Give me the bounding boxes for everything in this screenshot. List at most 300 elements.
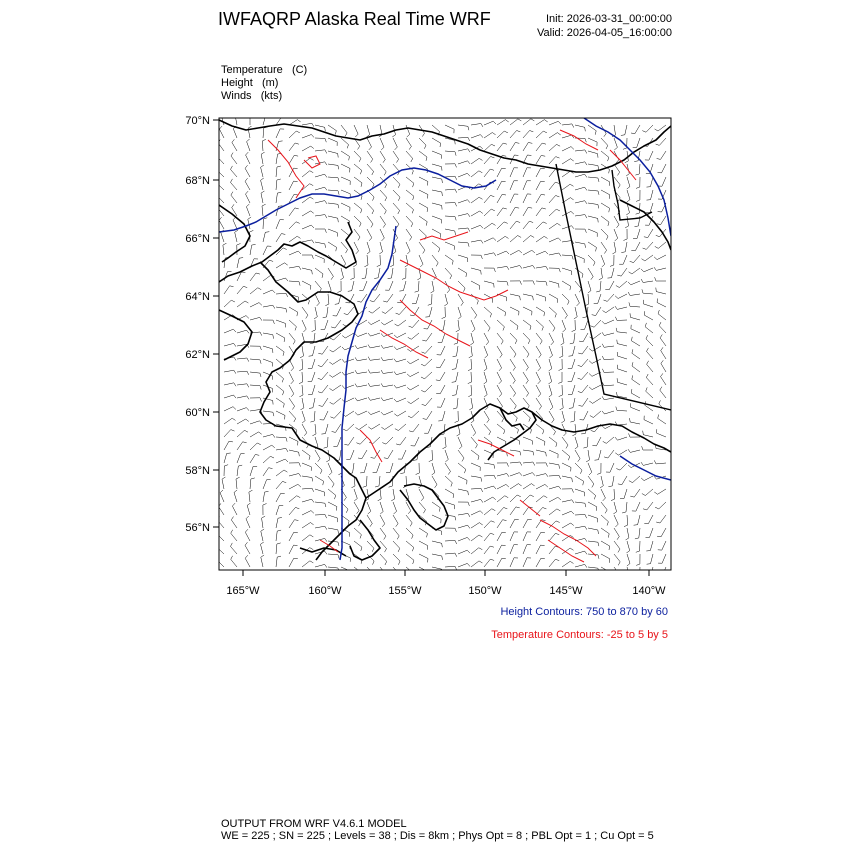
wind-barb — [445, 242, 454, 246]
wind-barb-flag — [479, 158, 482, 160]
wind-barb-flag — [338, 154, 339, 158]
wind-barb-flag — [602, 321, 605, 324]
wind-barb — [276, 220, 280, 229]
wind-barb-flag — [273, 320, 274, 324]
wind-barb — [302, 424, 307, 433]
wind-barb — [224, 343, 234, 346]
wind-barb — [609, 281, 614, 290]
wind-barb-flag — [407, 134, 410, 137]
wind-barb-flag — [585, 526, 587, 529]
wind-barb-flag — [282, 379, 283, 383]
wind-barb — [263, 333, 273, 335]
wind-barb-flag — [355, 412, 358, 415]
wind-barb-flag — [310, 561, 313, 563]
wind-barb — [562, 307, 567, 315]
wind-barb-flag — [468, 491, 469, 495]
wind-barb — [644, 476, 653, 481]
wind-barb-flag — [634, 525, 638, 526]
wind-barb-flag — [396, 524, 398, 527]
wind-barb — [220, 493, 224, 502]
wind-barb — [289, 155, 294, 164]
wind-barb — [523, 266, 533, 269]
wind-barb — [302, 463, 311, 467]
wind-barb — [575, 162, 585, 164]
wind-barb-flag — [272, 290, 275, 293]
wind-barb — [497, 208, 503, 216]
wind-barb-flag — [221, 113, 224, 115]
wind-barb-flag — [517, 131, 521, 132]
wind-barb — [651, 190, 654, 200]
wind-barb — [510, 346, 516, 354]
wind-barb — [497, 520, 503, 528]
wind-barb — [639, 164, 640, 174]
wind-barb — [637, 138, 640, 147]
wind-barb-flag — [654, 267, 656, 270]
wind-barb-flag — [539, 355, 541, 358]
wind-barb — [562, 437, 568, 445]
wind-barb — [410, 385, 419, 390]
wind-barb-flag — [617, 225, 620, 228]
wind-barb — [645, 489, 653, 496]
wind-barb — [458, 563, 467, 567]
field-height-unit: (m) — [261, 77, 279, 89]
wind-barb — [231, 182, 238, 190]
wind-barb — [245, 558, 250, 567]
wind-barb-flag — [354, 499, 357, 502]
wind-barb — [358, 411, 367, 415]
wind-barb — [484, 144, 491, 151]
wind-barb — [345, 398, 354, 402]
wind-barb — [536, 307, 545, 312]
wind-barb — [263, 492, 265, 502]
wind-barb-flag — [616, 328, 617, 332]
wind-barb — [276, 372, 284, 379]
wind-barb-flag — [291, 368, 294, 371]
wind-barb — [661, 363, 666, 372]
wind-barb-flag — [442, 556, 443, 560]
wind-barb-flag — [555, 559, 559, 560]
wind-barb-flag — [589, 387, 592, 390]
wind-barb — [315, 307, 317, 317]
wind-barb-flag — [555, 314, 556, 318]
wind-barb — [250, 359, 260, 360]
wind-barb — [302, 499, 312, 502]
wind-barb-flag — [490, 169, 494, 170]
wind-barb-flag — [361, 547, 362, 551]
wind-barb — [250, 467, 253, 477]
wind-barb — [302, 488, 312, 489]
wind-barb-flag — [338, 178, 339, 182]
wind-barb-flag — [543, 222, 547, 224]
wind-barb — [599, 450, 602, 460]
wind-barb — [341, 125, 347, 133]
wind-barb — [575, 463, 582, 470]
wind-barb — [646, 378, 653, 386]
wind-barb — [510, 507, 516, 515]
wind-barb — [484, 486, 494, 489]
wind-barb-flag — [605, 510, 607, 513]
wind-barb — [581, 372, 588, 380]
wind-barb — [397, 333, 406, 338]
wind-barb-flag — [286, 293, 288, 297]
wind-barb — [262, 141, 263, 151]
wind-barb — [406, 216, 413, 223]
wind-barb-flag — [303, 329, 306, 332]
wind-barb-flag — [558, 121, 561, 124]
wind-barb — [458, 228, 468, 229]
wind-barb — [536, 496, 544, 502]
wind-barb — [289, 398, 295, 406]
wind-barb — [497, 181, 502, 190]
wind-barb — [536, 372, 540, 381]
wind-barb-flag — [533, 451, 534, 455]
wind-barb-flag — [231, 430, 235, 432]
wind-barb-flag — [413, 573, 414, 577]
wind-barb-flag — [602, 264, 605, 267]
wind-barb — [428, 424, 432, 433]
wind-barb — [445, 450, 448, 459]
wind-barb-flag — [294, 194, 298, 195]
wind-barb-flag — [310, 184, 314, 186]
wind-barb — [614, 528, 619, 537]
wind-barb — [657, 255, 666, 260]
wind-barb-flag — [551, 342, 554, 345]
wind-barb-flag — [618, 484, 622, 485]
wind-barb — [425, 385, 432, 392]
wind-barb — [276, 234, 281, 242]
wind-barb-flag — [312, 488, 314, 492]
wind-barb-flag — [519, 250, 522, 253]
wind-barb-flag — [233, 407, 236, 410]
wind-barb — [658, 242, 666, 248]
wind-barb-flag — [259, 303, 262, 306]
wind-barb-flag — [246, 152, 249, 155]
wind-barb — [575, 294, 579, 303]
wind-barb — [247, 142, 250, 151]
wind-barb-flag — [481, 240, 483, 243]
wind-barb — [510, 181, 514, 190]
wind-barb-flag — [585, 551, 587, 554]
wind-barb-flag — [481, 255, 482, 259]
wind-barb-flag — [468, 149, 470, 152]
wind-barb-flag — [246, 516, 249, 519]
wind-barb — [412, 320, 419, 328]
wind-barb-flag — [342, 336, 345, 339]
wind-barb — [612, 476, 614, 486]
wind-barb-flag — [656, 288, 657, 292]
wind-barb — [393, 528, 399, 536]
wind-barb-flag — [440, 234, 441, 238]
wind-barb — [510, 385, 516, 393]
wind-barb-flag — [442, 543, 443, 547]
wind-barb — [510, 236, 518, 243]
wind-barb-flag — [299, 369, 303, 371]
wind-barb-flag — [555, 182, 559, 183]
wind-barb-flag — [262, 139, 266, 141]
wind-barb — [549, 346, 553, 355]
wind-barb — [484, 450, 493, 454]
wind-barb — [393, 502, 397, 511]
wind-barb — [237, 442, 243, 450]
wind-barb-flag — [568, 301, 570, 305]
wind-barb — [588, 554, 598, 555]
wind-barb-flag — [256, 273, 260, 274]
wind-barb — [497, 346, 502, 355]
wind-barb — [232, 506, 237, 515]
wind-barb-flag — [629, 302, 630, 306]
wind-barb-flag — [311, 511, 314, 514]
wind-barb — [250, 421, 260, 424]
wind-barb-flag — [556, 196, 560, 197]
wind-barb-flag — [325, 215, 327, 219]
wind-barb-flag — [589, 472, 592, 475]
wind-barb-flag — [412, 547, 413, 551]
wind-barb-flag — [385, 197, 387, 201]
wind-barb-flag — [596, 507, 597, 511]
wind-barb — [593, 398, 601, 403]
wind-barb — [328, 567, 338, 568]
wind-barb-flag — [356, 427, 359, 429]
wind-barb-flag — [331, 276, 333, 279]
wind-barb-flag — [325, 515, 327, 519]
wind-barb — [263, 232, 265, 242]
wind-barb — [354, 151, 361, 158]
wind-barb — [289, 450, 299, 452]
wind-barb — [224, 395, 234, 398]
wind-barb-flag — [659, 400, 661, 404]
wind-barb-flag — [457, 434, 460, 436]
wind-barb-flag — [516, 507, 520, 508]
wind-barb — [484, 424, 491, 432]
wind-barb — [276, 263, 285, 268]
wind-barb — [367, 515, 372, 524]
wind-barb-flag — [518, 236, 522, 238]
wind-barb-flag — [283, 248, 287, 250]
wind-barb-flag — [589, 361, 592, 364]
wind-barb — [523, 473, 532, 476]
wind-barb — [315, 187, 325, 190]
wind-barb — [250, 455, 255, 464]
wind-barb-flag — [368, 397, 370, 400]
wind-barb — [350, 450, 354, 459]
wind-barb-flag — [657, 536, 661, 537]
wind-barb-flag — [578, 353, 582, 354]
wind-barb-flag — [593, 262, 595, 266]
wind-barb-flag — [570, 421, 574, 422]
wind-barb-flag — [609, 546, 610, 550]
wind-barb-flag — [409, 326, 413, 327]
wind-barb — [237, 430, 245, 437]
wind-barb — [549, 497, 558, 502]
wind-barb-flag — [347, 145, 348, 149]
wind-barb — [643, 281, 653, 283]
wind-barb-flag — [480, 135, 483, 138]
wind-barb-flag — [310, 548, 314, 550]
wind-barb — [419, 528, 427, 533]
wind-barb — [458, 525, 468, 528]
wind-barb — [276, 481, 283, 489]
wind-barb — [523, 194, 527, 203]
wind-barb-flag — [247, 396, 249, 399]
wind-barb-flag — [455, 152, 456, 156]
wind-barb — [643, 435, 653, 437]
wind-barb — [562, 226, 572, 229]
wind-barb-flag — [325, 127, 326, 131]
wind-barb-flag — [329, 388, 332, 390]
wind-barb — [372, 307, 380, 313]
wind-barb — [406, 541, 414, 547]
wind-barb-flag — [585, 215, 587, 219]
wind-barb — [393, 515, 398, 524]
wind-barb — [432, 125, 440, 132]
wind-barb-flag — [634, 161, 638, 162]
wind-barb — [380, 567, 387, 575]
wind-barb — [372, 424, 381, 429]
wind-barb-flag — [635, 174, 639, 175]
wind-barb — [276, 459, 285, 463]
wind-barb — [458, 489, 468, 491]
wind-barb — [378, 268, 380, 278]
wind-barb — [432, 229, 441, 234]
wind-barb-flag — [572, 124, 574, 128]
wind-barb — [442, 333, 445, 343]
lon-label-150: 150°W — [468, 585, 502, 597]
wind-barb — [575, 551, 585, 554]
wind-barb — [575, 489, 585, 492]
wind-barb-flag — [335, 495, 336, 499]
wind-barb — [432, 151, 441, 155]
lon-label-160: 160°W — [308, 585, 342, 597]
wind-barb-flag — [318, 392, 322, 393]
wind-barb — [584, 411, 589, 420]
wind-barb-flag — [394, 414, 397, 416]
wind-barb — [328, 502, 337, 507]
wind-barb — [536, 333, 542, 341]
wind-barb — [325, 424, 328, 434]
wind-barb-flag — [643, 509, 647, 510]
wind-barb-flag — [299, 474, 301, 477]
wind-barb — [367, 125, 370, 135]
wind-barb — [458, 200, 467, 203]
wind-barb — [367, 502, 371, 511]
wind-barb — [371, 320, 380, 325]
wind-barb — [614, 567, 620, 575]
wind-barb — [231, 156, 237, 164]
wind-barb-flag — [617, 275, 621, 276]
wind-barb — [497, 131, 504, 138]
wind-barb-flag — [519, 473, 522, 476]
wind-barb — [348, 437, 354, 445]
wind-barb — [497, 251, 506, 255]
wind-barb — [380, 138, 384, 147]
wind-barb-flag — [599, 278, 603, 280]
wind-barb — [627, 567, 630, 577]
wind-barb-flag — [398, 197, 400, 201]
wind-barb-flag — [572, 256, 573, 260]
wind-barb-flag — [559, 395, 563, 397]
wind-barb-flag — [312, 240, 314, 243]
wind-barb — [484, 133, 492, 139]
wind-barb-flag — [294, 532, 298, 533]
wind-barb — [523, 359, 528, 367]
wind-barb-flag — [455, 528, 456, 532]
wind-barb-flag — [456, 330, 460, 332]
wind-barb — [606, 307, 614, 313]
wind-barb — [562, 476, 572, 478]
wind-barb — [445, 255, 453, 261]
wind-barb-flag — [260, 373, 261, 377]
wind-barb — [432, 255, 438, 263]
wind-barb — [471, 268, 481, 271]
wind-barb-flag — [552, 420, 555, 423]
wind-barb — [341, 242, 348, 250]
wind-barb — [315, 476, 324, 481]
wind-barb-flag — [546, 452, 547, 456]
wind-barb-flag — [260, 421, 263, 424]
wind-barb — [289, 251, 298, 255]
height-contours-legend: Height Contours: 750 to 870 by 60 — [500, 606, 668, 618]
wind-barb — [354, 164, 362, 170]
wind-barb-flag — [219, 126, 222, 129]
wind-barb — [632, 379, 640, 385]
wind-barb — [432, 463, 435, 473]
wind-barb-flag — [458, 317, 461, 320]
wind-barb-flag — [324, 447, 328, 448]
wind-barb-flag — [338, 530, 339, 534]
wind-barb-flag — [490, 546, 494, 547]
wind-barb — [484, 385, 487, 395]
wind-barb-flag — [529, 418, 531, 422]
wind-barb-flag — [409, 146, 411, 149]
wind-barb — [367, 476, 368, 486]
wind-barb — [263, 115, 266, 125]
wind-barb-flag — [368, 345, 370, 348]
wind-barb-flag — [412, 171, 413, 175]
wind-barb — [458, 255, 468, 258]
wind-barb — [536, 424, 544, 430]
wind-barb-flag — [356, 443, 360, 445]
wind-barb — [457, 398, 458, 408]
wind-barb-flag — [412, 210, 413, 214]
wind-barb-flag — [595, 131, 596, 135]
wind-barb — [523, 532, 527, 541]
wind-barb — [601, 216, 609, 222]
wind-barb-flag — [646, 387, 648, 391]
wind-barb — [601, 476, 603, 486]
wind-barb — [497, 307, 506, 312]
wind-barb-flag — [549, 382, 552, 384]
wind-barb-flag — [579, 405, 583, 406]
wind-barb-flag — [309, 456, 310, 460]
wind-barb-flag — [445, 459, 448, 462]
wind-barb — [341, 268, 344, 278]
wind-barb — [471, 346, 472, 356]
wind-barb-flag — [516, 418, 518, 422]
wind-barb-flag — [234, 343, 236, 346]
wind-barb-flag — [606, 145, 608, 149]
wind-barb-flag — [556, 157, 560, 159]
wind-barb — [237, 330, 247, 333]
wind-barb — [549, 463, 559, 465]
wind-barb-flag — [526, 367, 528, 370]
wind-barb — [510, 450, 520, 451]
wind-barb — [263, 445, 272, 450]
wind-barb-flag — [258, 288, 261, 290]
wind-barb — [646, 391, 653, 398]
wind-barb-flag — [301, 408, 304, 410]
wind-barb — [497, 437, 506, 442]
wind-barb-flag — [252, 244, 256, 245]
